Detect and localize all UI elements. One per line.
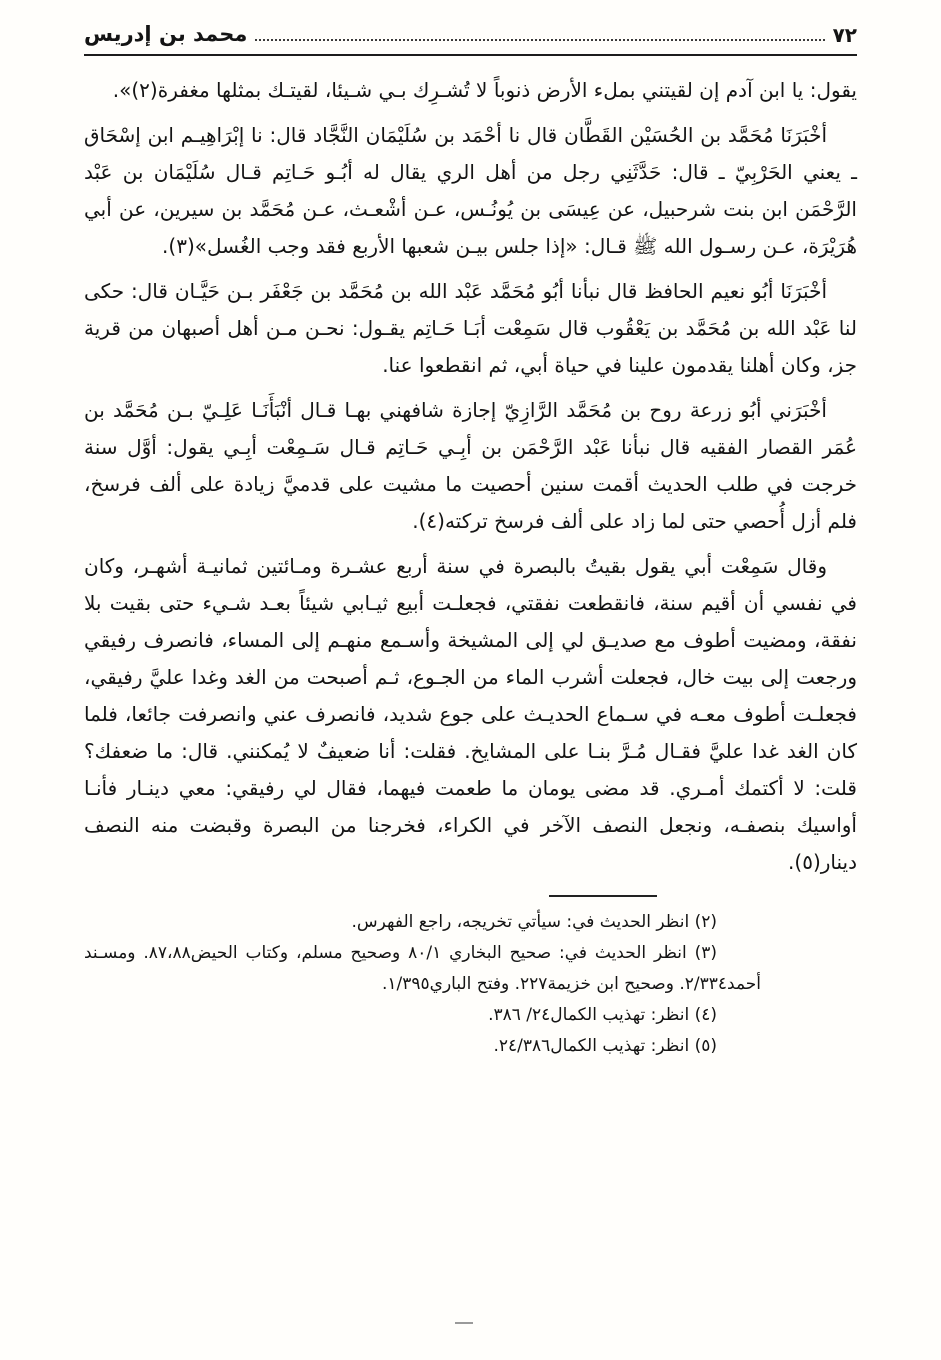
page-bottom-mark — [455, 1322, 473, 1324]
paragraph-5: وقال سَمِعْت أبي يقول بقيتُ بالبصرة في سنة أربع عشـرة ومـائتين ثمانيـة أشهـر، وكان في نفسي أن أقيم سنة، فانقطعت نفقتي، فجعلـت أبيع ثيـابي شيئاً بعـد شـيء حتى بقيت بلا نفقة، ومضيت أطوف مع صديـق لي إلى المشيخة وأسـمع منهـم إلى المساء، فانصرف رفيقي ورجعت إلى بيت خال، فجعلت أشرب الماء من الجـوع، ثـم أصبحت من الغد وغدا عليَّ رفيقي، فجعلـت أطوف معـه في سـماع الحديـث على جوع شديد، فانصرف عني وانصرفت جائعا، فلما كان الغد غدا عليَّ فقـال مُـرَّ بنـا على المشايخ. فقلت: أنا ضعيفٌ لا يُمكنني. قال: ما ضعفك؟ قلت: لا أكتمك أمـري. قد مضى يومان ما طعمت فيهما، فقال لي رفيقي: معي دينـار فأنـا أواسيك بنصفـه، ونجعل النصف الآخر في الكراء، فخرجنا من البصرة وقبضت منه النصف دينار(٥). — [84, 554, 857, 874]
header-leader-dots — [255, 39, 824, 41]
footnote-2: (٢) انظر الحديث في: سيأتي تخريجه، راجع الفهرس. — [351, 912, 717, 932]
paragraph-1: يقول: يا ابن آدم إن لقيتني بملء الأرض ذنوباً لا تُشـرِك بـي شـيئا، لقيتـك بمثلها مغفرة(٢)». — [112, 78, 857, 102]
page-title: محمد بن إدريس — [84, 22, 248, 46]
paragraph-3: أخْبَرَنَا أبُو نعيم الحافظ قال نبأنا أبُو مُحَمَّد عَبْد الله بن مُحَمَّد بن جَعْفَر بـن حَيَّـان قال: حكى لنا عَبْد الله بن مُحَمَّد بن يَعْقُوب قال سَمِعْت أبَـا حَـاتِم يقـول: نحـن مـن أهل أصبهان من قرية جز، وكان أهلنا يقدمون علينا في حياة أبي، ثم انقطعوا عنا. — [84, 279, 857, 377]
footnote-5: (٥) انظر: تهذيب الكمال٢٤/٣٨٦. — [493, 1036, 717, 1056]
footnote-3: (٣) انظر الحديث في: صحيح البخاري ٨٠/١ وصحيح مسلم، وكتاب الحيض٨٧،٨٨. ومسـند أحمد٢/٣٣٤. وصحيح ابن خزيمة٢٢٧. وفتح الباري١/٣٩٥. — [84, 943, 761, 994]
page-header — [84, 24, 857, 56]
footnotes-section — [84, 907, 857, 1062]
page-number: ٧٢ — [832, 23, 857, 47]
footnote-separator — [549, 895, 657, 897]
footnote-4: (٤) انظر: تهذيب الكمال٢٤/ ٣٨٦. — [488, 1005, 717, 1025]
paragraph-2: أخْبَرَنَا مُحَمَّد بن الحُسَيْن القَطَّان قال نا أحْمَد بن سُلَيْمَان النَّجَّاد قال: نا إبْرَاهِيـم ابن إسْحَاق ـ يعني الحَرْبِيّ ـ قال: حَدَّثَنِي رجل من أهل الري يقال له أبُـو حَـاتِم قـال سُلَيْمَان بن عَبْد الرَّحْمَن ابن بنت شرحبيل، عن عِيسَى بن يُونُـس، عـن أشْعـث، عـن مُحَمَّد بن سيرين، عن أبي هُرَيْرَة، عـن رسـول الله ﷺ قـال: «إذا جلس بيـن شعبها الأربع فقد وجب الغُسل»(٣). — [84, 123, 857, 258]
paragraph-4: أخْبَرَني أبُو زرعة روح بن مُحَمَّد الرَّازِيّ إجازة شافهني بهـا قـال أنْبَأَنَـا عَلِـيّ بـن مُحَمَّد بن عُمَر القصار الفقيه قال نبأنا عَبْد الرَّحْمَن بن أبِـي حَـاتِم قـال سَـمِعْت أبِـي يقول: أوَّل سنة خرجت في طلب الحديث أقمت سنين أحصيت ما مشيت على قدميَّ زيادة على ألف فرسخ، فلم أزل أُحصي حتى لما زاد على ألف فرسخ تركته(٤). — [84, 398, 857, 533]
body-text — [84, 72, 857, 881]
